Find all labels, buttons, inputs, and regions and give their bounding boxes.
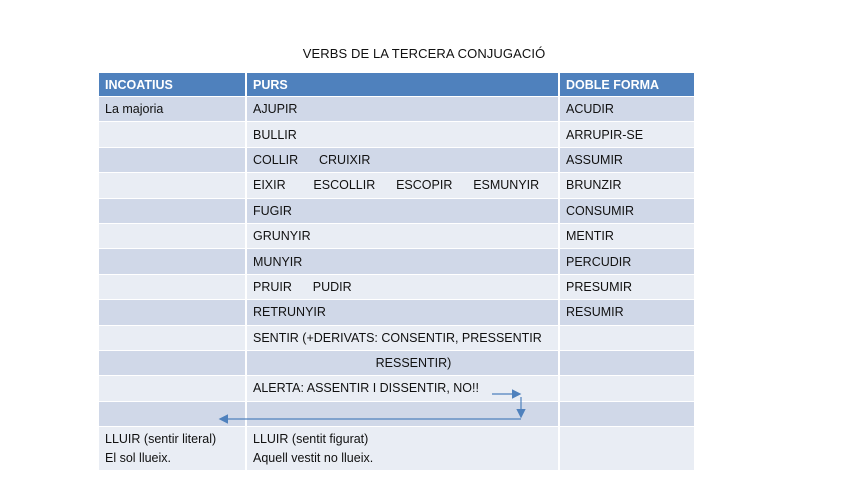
cell-doble-forma: CONSUMIR	[560, 199, 694, 224]
cell-incoatius	[99, 199, 247, 224]
table-row	[99, 376, 694, 401]
lluir-figurat-label: LLUIR (sentit figurat)	[253, 431, 369, 446]
cell-doble-forma	[560, 402, 694, 427]
cell-incoatius	[99, 224, 247, 249]
header-incoatius: INCOATIUS	[99, 73, 247, 97]
cell-doble-forma: ARRUPIR-SE	[560, 122, 694, 147]
lluir-literal-example: El sol llueix.	[105, 450, 171, 465]
cell-purs	[247, 402, 560, 427]
table-header-row	[99, 73, 694, 97]
table-row-lluir	[99, 427, 694, 471]
cell-purs: EIXIR ESCOLLIR ESCOPIR ESMUNYIR	[247, 173, 560, 198]
cell-doble-forma	[560, 326, 694, 351]
table-row	[99, 402, 694, 427]
cell-doble-forma: PRESUMIR	[560, 275, 694, 300]
cell-incoatius	[99, 173, 247, 198]
cell-incoatius	[99, 249, 247, 274]
slide-title: VERBS DE LA TERCERA CONJUGACIÓ	[302, 46, 546, 61]
table-row	[99, 224, 694, 249]
cell-incoatius	[99, 376, 247, 401]
cell-incoatius	[99, 402, 247, 427]
table-row	[99, 300, 694, 325]
cell-purs: RETRUNYIR	[247, 300, 560, 325]
cell-purs: RESSENTIR)	[247, 351, 560, 376]
cell-doble-forma	[560, 376, 694, 401]
cell-doble-forma	[560, 427, 694, 471]
table-row	[99, 122, 694, 147]
table-row	[99, 275, 694, 300]
cell-doble-forma: ACUDIR	[560, 97, 694, 122]
cell-purs: FUGIR	[247, 199, 560, 224]
cell-incoatius	[99, 275, 247, 300]
cell-purs: PRUIR PUDIR	[247, 275, 560, 300]
table-row	[99, 97, 694, 122]
table-row	[99, 148, 694, 173]
cell-lluir-literal	[99, 427, 247, 471]
cell-doble-forma: BRUNZIR	[560, 173, 694, 198]
cell-doble-forma	[560, 351, 694, 376]
cell-incoatius	[99, 351, 247, 376]
cell-incoatius	[99, 300, 247, 325]
cell-purs: SENTIR (+DERIVATS: CONSENTIR, PRESSENTIR	[247, 326, 560, 351]
header-purs: PURS	[247, 73, 560, 97]
lluir-figurat-example: Aquell vestit no llueix.	[253, 450, 374, 465]
cell-doble-forma: MENTIR	[560, 224, 694, 249]
cell-incoatius: La majoria	[99, 97, 247, 122]
cell-doble-forma: PERCUDIR	[560, 249, 694, 274]
table-row	[99, 173, 694, 198]
cell-doble-forma: RESUMIR	[560, 300, 694, 325]
lluir-literal-label: LLUIR (sentir literal)	[105, 431, 217, 446]
cell-purs: AJUPIR	[247, 97, 560, 122]
table-row	[99, 351, 694, 376]
table-row	[99, 199, 694, 224]
cell-purs: BULLIR	[247, 122, 560, 147]
table-row	[99, 326, 694, 351]
header-doble-forma: DOBLE FORMA	[560, 73, 694, 97]
cell-purs: COLLIR CRUIXIR	[247, 148, 560, 173]
verbs-table	[99, 73, 694, 471]
cell-incoatius	[99, 148, 247, 173]
table-row	[99, 249, 694, 274]
cell-doble-forma: ASSUMIR	[560, 148, 694, 173]
cell-purs: GRUNYIR	[247, 224, 560, 249]
cell-incoatius	[99, 326, 247, 351]
cell-purs: ALERTA: ASSENTIR I DISSENTIR, NO!!	[247, 376, 560, 401]
cell-lluir-figurat	[247, 427, 560, 471]
cell-purs: MUNYIR	[247, 249, 560, 274]
cell-incoatius	[99, 122, 247, 147]
